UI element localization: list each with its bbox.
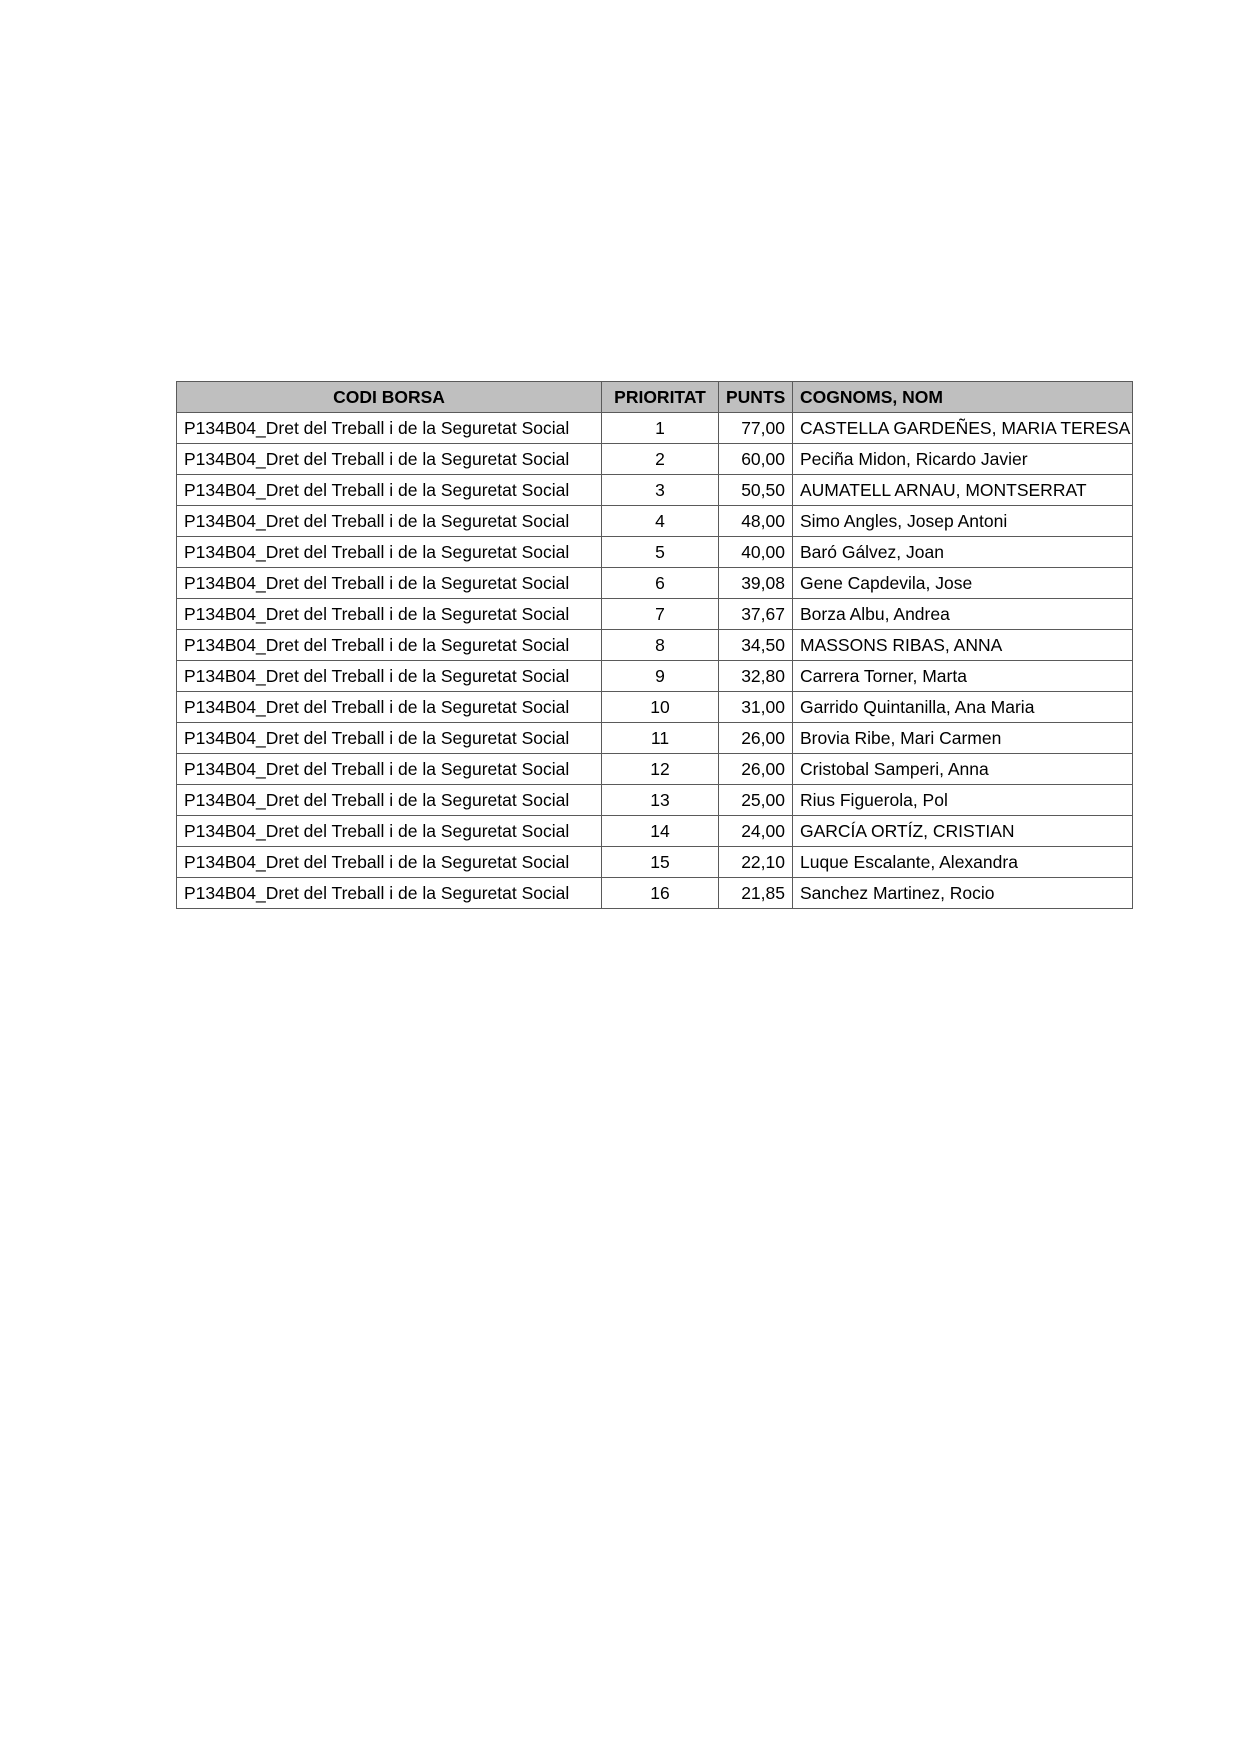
table-row <box>177 506 1133 537</box>
cell-punts: 48,00 <box>719 506 793 537</box>
cell-codi-borsa: P134B04_Dret del Treball i de la Seguretat Social <box>177 506 602 537</box>
cell-prioritat: 11 <box>602 723 719 754</box>
cell-cognoms-nom: Brovia Ribe, Mari Carmen <box>793 723 1133 754</box>
cell-cognoms-nom: Borza Albu, Andrea <box>793 599 1133 630</box>
cell-prioritat: 1 <box>602 413 719 444</box>
cell-cognoms-nom: MASSONS RIBAS, ANNA <box>793 630 1133 661</box>
cell-prioritat: 13 <box>602 785 719 816</box>
header-prioritat: PRIORITAT <box>602 382 719 413</box>
cell-cognoms-nom: Simo Angles, Josep Antoni <box>793 506 1133 537</box>
cell-cognoms-nom: Carrera Torner, Marta <box>793 661 1133 692</box>
cell-prioritat: 6 <box>602 568 719 599</box>
cell-cognoms-nom: Luque Escalante, Alexandra <box>793 847 1133 878</box>
cell-punts: 50,50 <box>719 475 793 506</box>
cell-punts: 26,00 <box>719 754 793 785</box>
cell-codi-borsa: P134B04_Dret del Treball i de la Seguretat Social <box>177 413 602 444</box>
cell-prioritat: 9 <box>602 661 719 692</box>
cell-codi-borsa: P134B04_Dret del Treball i de la Seguretat Social <box>177 568 602 599</box>
cell-prioritat: 12 <box>602 754 719 785</box>
cell-codi-borsa: P134B04_Dret del Treball i de la Seguretat Social <box>177 630 602 661</box>
cell-prioritat: 8 <box>602 630 719 661</box>
cell-prioritat: 5 <box>602 537 719 568</box>
cell-prioritat: 7 <box>602 599 719 630</box>
table-row <box>177 723 1133 754</box>
cell-codi-borsa: P134B04_Dret del Treball i de la Seguretat Social <box>177 723 602 754</box>
cell-punts: 22,10 <box>719 847 793 878</box>
table-row <box>177 599 1133 630</box>
cell-codi-borsa: P134B04_Dret del Treball i de la Seguretat Social <box>177 475 602 506</box>
cell-cognoms-nom: Baró Gálvez, Joan <box>793 537 1133 568</box>
cell-codi-borsa: P134B04_Dret del Treball i de la Seguretat Social <box>177 444 602 475</box>
header-row <box>177 382 1133 413</box>
borsa-table <box>176 381 1133 909</box>
cell-punts: 32,80 <box>719 661 793 692</box>
cell-codi-borsa: P134B04_Dret del Treball i de la Seguretat Social <box>177 847 602 878</box>
cell-prioritat: 16 <box>602 878 719 909</box>
cell-codi-borsa: P134B04_Dret del Treball i de la Seguretat Social <box>177 754 602 785</box>
table-row <box>177 568 1133 599</box>
cell-punts: 24,00 <box>719 816 793 847</box>
table-row <box>177 785 1133 816</box>
header-cognoms-nom: COGNOMS, NOM <box>793 382 1133 413</box>
cell-codi-borsa: P134B04_Dret del Treball i de la Seguretat Social <box>177 692 602 723</box>
table-header <box>177 382 1133 413</box>
table-row <box>177 475 1133 506</box>
cell-punts: 37,67 <box>719 599 793 630</box>
cell-punts: 77,00 <box>719 413 793 444</box>
cell-punts: 26,00 <box>719 723 793 754</box>
cell-punts: 25,00 <box>719 785 793 816</box>
cell-codi-borsa: P134B04_Dret del Treball i de la Seguretat Social <box>177 816 602 847</box>
cell-cognoms-nom: GARCÍA ORTÍZ, CRISTIAN <box>793 816 1133 847</box>
cell-cognoms-nom: Garrido Quintanilla, Ana Maria <box>793 692 1133 723</box>
cell-cognoms-nom: Rius Figuerola, Pol <box>793 785 1133 816</box>
cell-punts: 21,85 <box>719 878 793 909</box>
cell-cognoms-nom: Cristobal Samperi, Anna <box>793 754 1133 785</box>
cell-codi-borsa: P134B04_Dret del Treball i de la Seguretat Social <box>177 785 602 816</box>
cell-punts: 39,08 <box>719 568 793 599</box>
header-punts: PUNTS <box>719 382 793 413</box>
cell-punts: 34,50 <box>719 630 793 661</box>
cell-prioritat: 4 <box>602 506 719 537</box>
table-row <box>177 444 1133 475</box>
table-row <box>177 878 1133 909</box>
cell-codi-borsa: P134B04_Dret del Treball i de la Seguretat Social <box>177 599 602 630</box>
table-row <box>177 692 1133 723</box>
table-row <box>177 847 1133 878</box>
cell-prioritat: 10 <box>602 692 719 723</box>
cell-codi-borsa: P134B04_Dret del Treball i de la Seguretat Social <box>177 537 602 568</box>
table-row <box>177 816 1133 847</box>
cell-cognoms-nom: Peciña Midon, Ricardo Javier <box>793 444 1133 475</box>
table-row <box>177 630 1133 661</box>
cell-cognoms-nom: Gene Capdevila, Jose <box>793 568 1133 599</box>
cell-prioritat: 2 <box>602 444 719 475</box>
cell-prioritat: 14 <box>602 816 719 847</box>
table-body <box>177 413 1133 909</box>
cell-punts: 31,00 <box>719 692 793 723</box>
cell-cognoms-nom: AUMATELL ARNAU, MONTSERRAT <box>793 475 1133 506</box>
cell-prioritat: 15 <box>602 847 719 878</box>
table-row <box>177 413 1133 444</box>
header-codi-borsa: CODI BORSA <box>177 382 602 413</box>
table-row <box>177 661 1133 692</box>
cell-punts: 60,00 <box>719 444 793 475</box>
cell-cognoms-nom: CASTELLA GARDEÑES, MARIA TERESA <box>793 413 1133 444</box>
cell-punts: 40,00 <box>719 537 793 568</box>
cell-prioritat: 3 <box>602 475 719 506</box>
cell-codi-borsa: P134B04_Dret del Treball i de la Seguretat Social <box>177 878 602 909</box>
table-row <box>177 537 1133 568</box>
cell-cognoms-nom: Sanchez Martinez, Rocio <box>793 878 1133 909</box>
table-row <box>177 754 1133 785</box>
cell-codi-borsa: P134B04_Dret del Treball i de la Seguretat Social <box>177 661 602 692</box>
